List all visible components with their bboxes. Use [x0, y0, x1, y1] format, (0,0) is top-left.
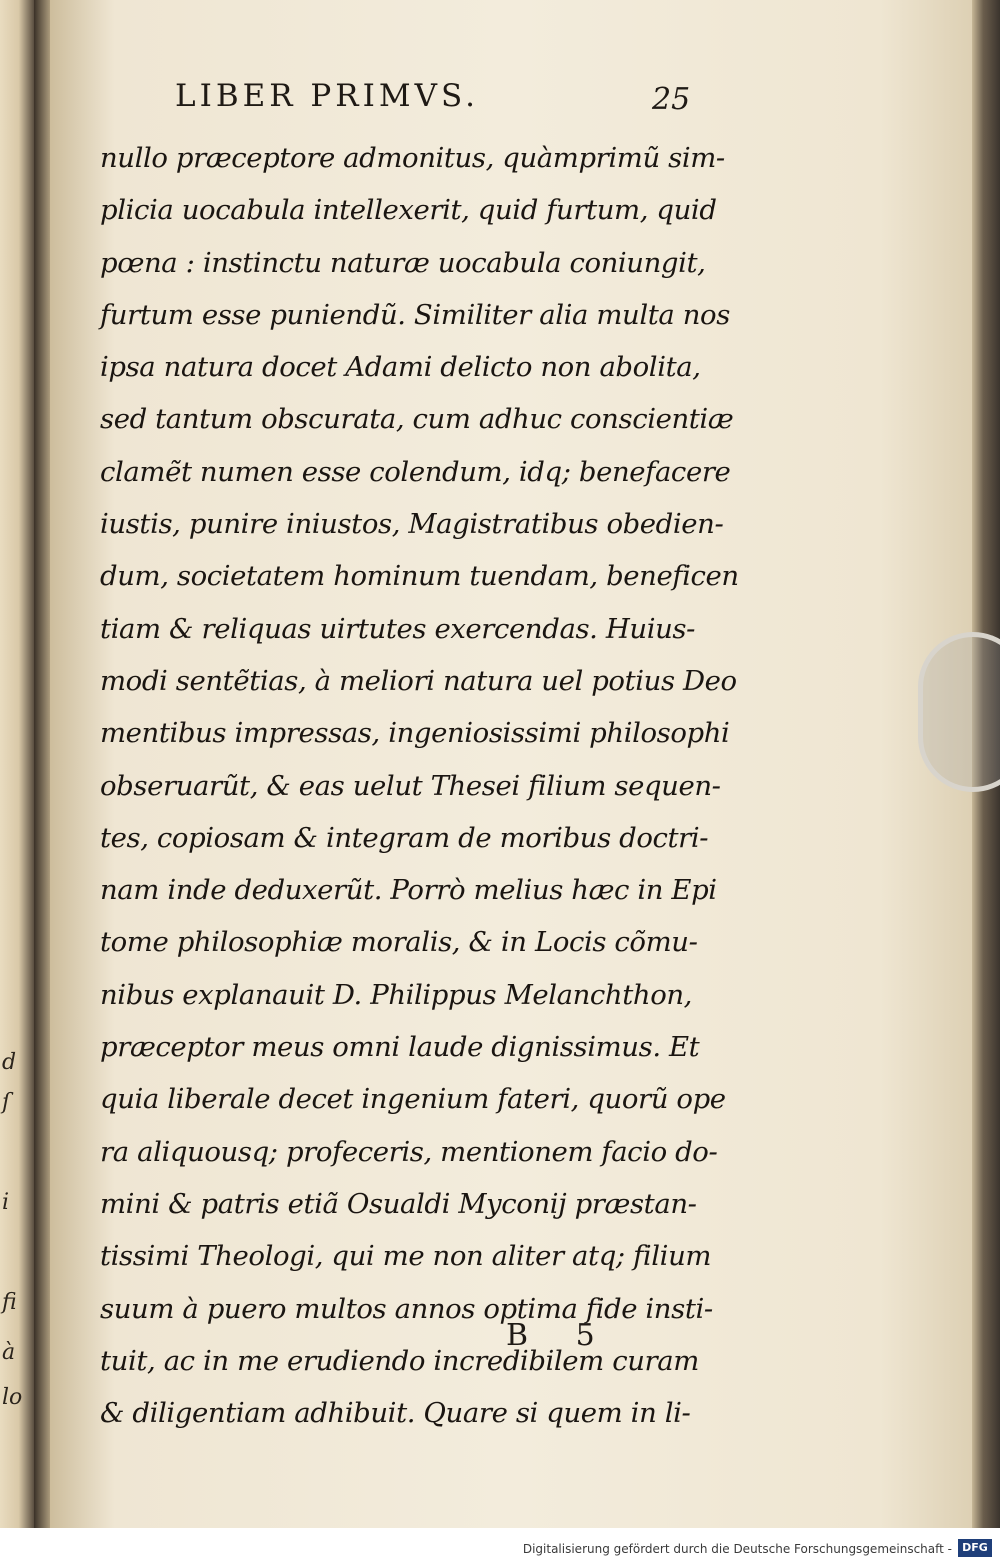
text-line: sed tantum obscurata, cum adhuc conscientiæ: [100, 403, 734, 436]
text-line: iustis, punire iniustos, Magistratibus obedien-: [100, 508, 724, 541]
text-line: quia liberale decet ingenium fateri, quorũ ope: [100, 1083, 726, 1116]
text-line: dum, societatem hominum tuendam, beneficen: [100, 560, 739, 593]
margin-fragment: à: [2, 1340, 16, 1365]
text-line: & diligentiam adhibuit. Quare si quem in li-: [100, 1397, 691, 1430]
margin-fragment: fi: [2, 1290, 17, 1315]
text-line: tome philosophiæ moralis, & in Locis cõmu-: [100, 926, 698, 959]
text-line: nam inde deduxerũt. Porrò melius hæc in Epi: [100, 874, 717, 907]
margin-fragment: lo: [2, 1385, 23, 1410]
margin-fragment: i: [2, 1190, 10, 1215]
text-line: ipsa natura docet Adami delicto non abolita,: [100, 351, 701, 384]
text-line: tuit, ac in me erudiendo incredibilem curam: [100, 1344, 699, 1377]
running-head: LIBER PRIMVS.: [175, 78, 479, 114]
footer-bar: [0, 1528, 1000, 1565]
text-line: nibus explanauit D. Philippus Melanchthon,: [100, 978, 693, 1011]
margin-fragment: ſ: [2, 1090, 11, 1115]
funding-note: Digitalisierung gefördert durch die Deutsche Forschungsgemeinschaft -: [522, 1542, 952, 1556]
text-line: modi sentẽtias, à meliori natura uel potius Deo: [100, 664, 737, 697]
text-line: tes, copiosam & integram de moribus doctri-: [100, 821, 709, 854]
text-line: mentibus impressas, ingeniosissimi philosophi: [100, 717, 730, 750]
text-line: nullo præceptore admonitus, quàmprimũ sim-: [100, 142, 725, 174]
text-line: suum à puero multos annos optima fide insti-: [100, 1292, 713, 1325]
text-line: obseruarũt, & eas uelut Thesei filium sequen-: [100, 769, 721, 802]
text-line: tissimi Theologi, qui me non aliter atq; filium: [100, 1240, 712, 1273]
page-number: 25: [652, 82, 691, 117]
body-text: [100, 132, 739, 1439]
text-line: ra aliquousq; profeceris, mentionem facio do-: [100, 1135, 718, 1168]
text-line: pœna : instinctu naturæ uocabula coniungit,: [100, 246, 706, 279]
signature-mark: B 5: [506, 1318, 595, 1353]
page-tab-marker: [918, 632, 1000, 792]
text-line: clamẽt numen esse colendum, idq; benefacere: [100, 455, 731, 488]
previous-page-edge: [0, 0, 34, 1528]
dfg-logo-icon: DFG: [958, 1539, 992, 1557]
text-line: plicia uocabula intellexerit, quid furtum, quid: [100, 194, 717, 227]
text-line: mini & patris etiã Osualdi Myconij præstan-: [100, 1187, 697, 1220]
text-line: tiam & reliquas uirtutes exercendas. Huius-: [100, 612, 696, 645]
margin-fragment: d: [2, 1050, 17, 1075]
text-line: præceptor meus omni laude dignissimus. Et: [100, 1031, 700, 1064]
text-line: furtum esse puniendũ. Similiter alia multa nos: [100, 298, 730, 331]
